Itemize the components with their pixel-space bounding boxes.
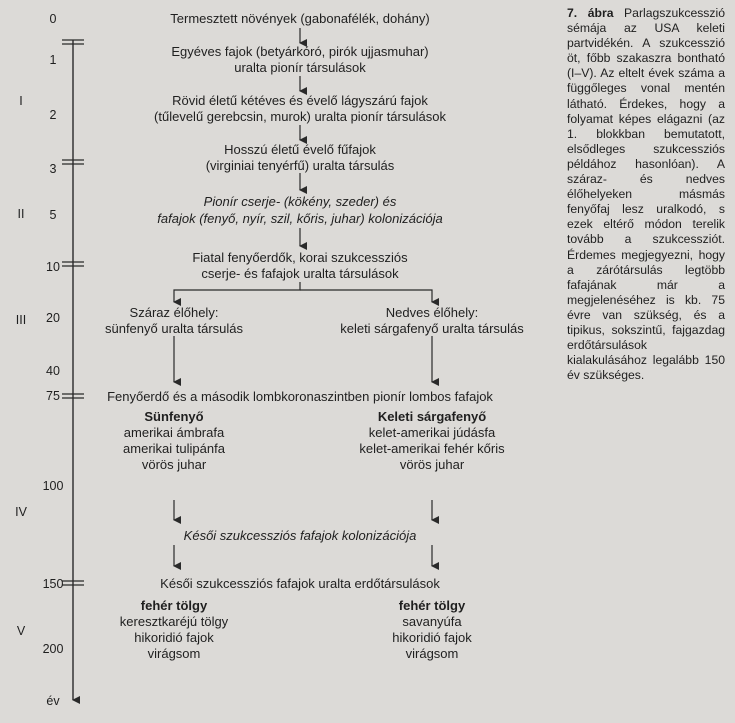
- stage-label: IV: [15, 505, 27, 519]
- stage-label: I: [19, 94, 23, 108]
- node-wet-species-title: Keleti sárgafenyő: [377, 409, 487, 424]
- node-final-dry-item: hikoridió fajok: [134, 630, 214, 645]
- node-final-dry-item: virágsom: [147, 646, 201, 661]
- node-final-wet-title: fehér tölgy: [398, 598, 466, 613]
- caption-label: 7. ábra: [567, 6, 614, 20]
- node-grasses-line2: (virginiai tenyérfű) uralta társulás: [205, 158, 395, 173]
- stage-label: II: [17, 207, 25, 221]
- axis-tick: 3: [49, 162, 57, 176]
- axis-tick: 20: [46, 311, 60, 325]
- node-annuals-line1: Egyéves fajok (betyárkóró, pirók ujjasmuhar): [171, 44, 429, 59]
- node-shortlived-line1: Rövid életű kétéves és évelő lágyszárú fajok: [172, 93, 428, 108]
- stage-label: III: [15, 313, 27, 327]
- axis-tick: 40: [46, 364, 60, 378]
- node-pine-forest: Fenyőerdő és a második lombkoronaszintben pionír lombos fafajok: [107, 389, 493, 404]
- axis-unit: év: [46, 694, 60, 708]
- node-late-colonization: Késői szukcessziós fafajok kolonizációja: [183, 528, 417, 543]
- node-wet-line2: keleti sárgafenyő uralta társulás: [340, 321, 524, 336]
- axis-tick: 150: [42, 577, 64, 591]
- axis-tick: 10: [46, 260, 60, 274]
- figure-caption: [567, 6, 725, 383]
- axis-tick: 100: [42, 479, 64, 493]
- node-dry-species-item: amerikai ámbrafa: [123, 425, 225, 440]
- node-young-line2: cserje- és fafajok uralta társulások: [201, 266, 399, 281]
- node-dry-species-item: vörös juhar: [141, 457, 207, 472]
- node-final-wet-item: virágsom: [405, 646, 459, 661]
- node-final-wet-item: savanyúfa: [402, 614, 462, 629]
- node-final-wet-item: hikoridió fajok: [392, 630, 472, 645]
- node-young-line1: Fiatal fenyőerdők, korai szukcessziós: [192, 250, 408, 265]
- node-dry-line1: Száraz élőhely:: [129, 305, 219, 320]
- node-dry-species-item: amerikai tulipánfa: [123, 441, 225, 456]
- node-pioneer-line2: fafajok (fenyő, nyír, szil, kőris, juhar) kolonizációja: [157, 211, 443, 226]
- node-pioneer-line1: Pionír cserje- (kökény, szeder) és: [203, 194, 397, 209]
- node-grasses-line1: Hosszú életű évelő fűfajok: [224, 142, 376, 157]
- node-final-dry-item: keresztkaréjú tölgy: [119, 614, 229, 629]
- node-dry-species-title: Sünfenyő: [144, 409, 204, 424]
- stage-label: V: [16, 624, 26, 638]
- axis-tick: 200: [42, 642, 64, 656]
- axis-tick: 5: [49, 208, 57, 222]
- node-final-dry-title: fehér tölgy: [140, 598, 208, 613]
- node-start: Termesztett növények (gabonafélék, dohány): [170, 11, 430, 26]
- caption-text: Parlagszukcesszió sémája az USA keleti partvidékén. A szukcesszió öt, főbb szakaszra bontható (I–V). Az eltelt évek száma a függőleges vonal mentén látható. Érdekes, hogy a folyamat képes elágazni (az 1. blokkban bemutatott, elsődleges szukcessziós példához hasonlóan). A száraz- és nedves élőhelyeken másmás fenyőfaj lesz uralkodó, s ezek eltérő módon terelik tovább a szukcessziót. Érdemes megjegyezni, hogy a zárótársulás legtöbb fafajának már a megjelenéséhez is kb. 75 évre van szükség, és a tipikus, sokszintű, fajgazdag erdőtársulások kialakulásához legalább 150 év szükséges.: [567, 6, 725, 383]
- axis-tick: 2: [49, 108, 57, 122]
- node-wet-species-item: kelet-amerikai júdásfa: [368, 425, 496, 440]
- node-shortlived-line2: (tűlevelű gerebcsin, murok) uralta pionír társulások: [154, 109, 446, 124]
- axis-tick: 0: [49, 12, 57, 26]
- node-wet-species-item: kelet-amerikai fehér kőris: [359, 441, 505, 456]
- node-wet-line1: Nedves élőhely:: [385, 305, 479, 320]
- node-late-forest: Késői szukcessziós fafajok uralta erdőtársulások: [160, 576, 440, 591]
- axis-tick: 1: [49, 53, 57, 67]
- node-wet-species-item: vörös juhar: [399, 457, 465, 472]
- node-annuals-line2: uralta pionír társulások: [234, 60, 366, 75]
- node-dry-line2: sünfenyő uralta társulás: [104, 321, 244, 336]
- axis-tick: 75: [46, 389, 60, 403]
